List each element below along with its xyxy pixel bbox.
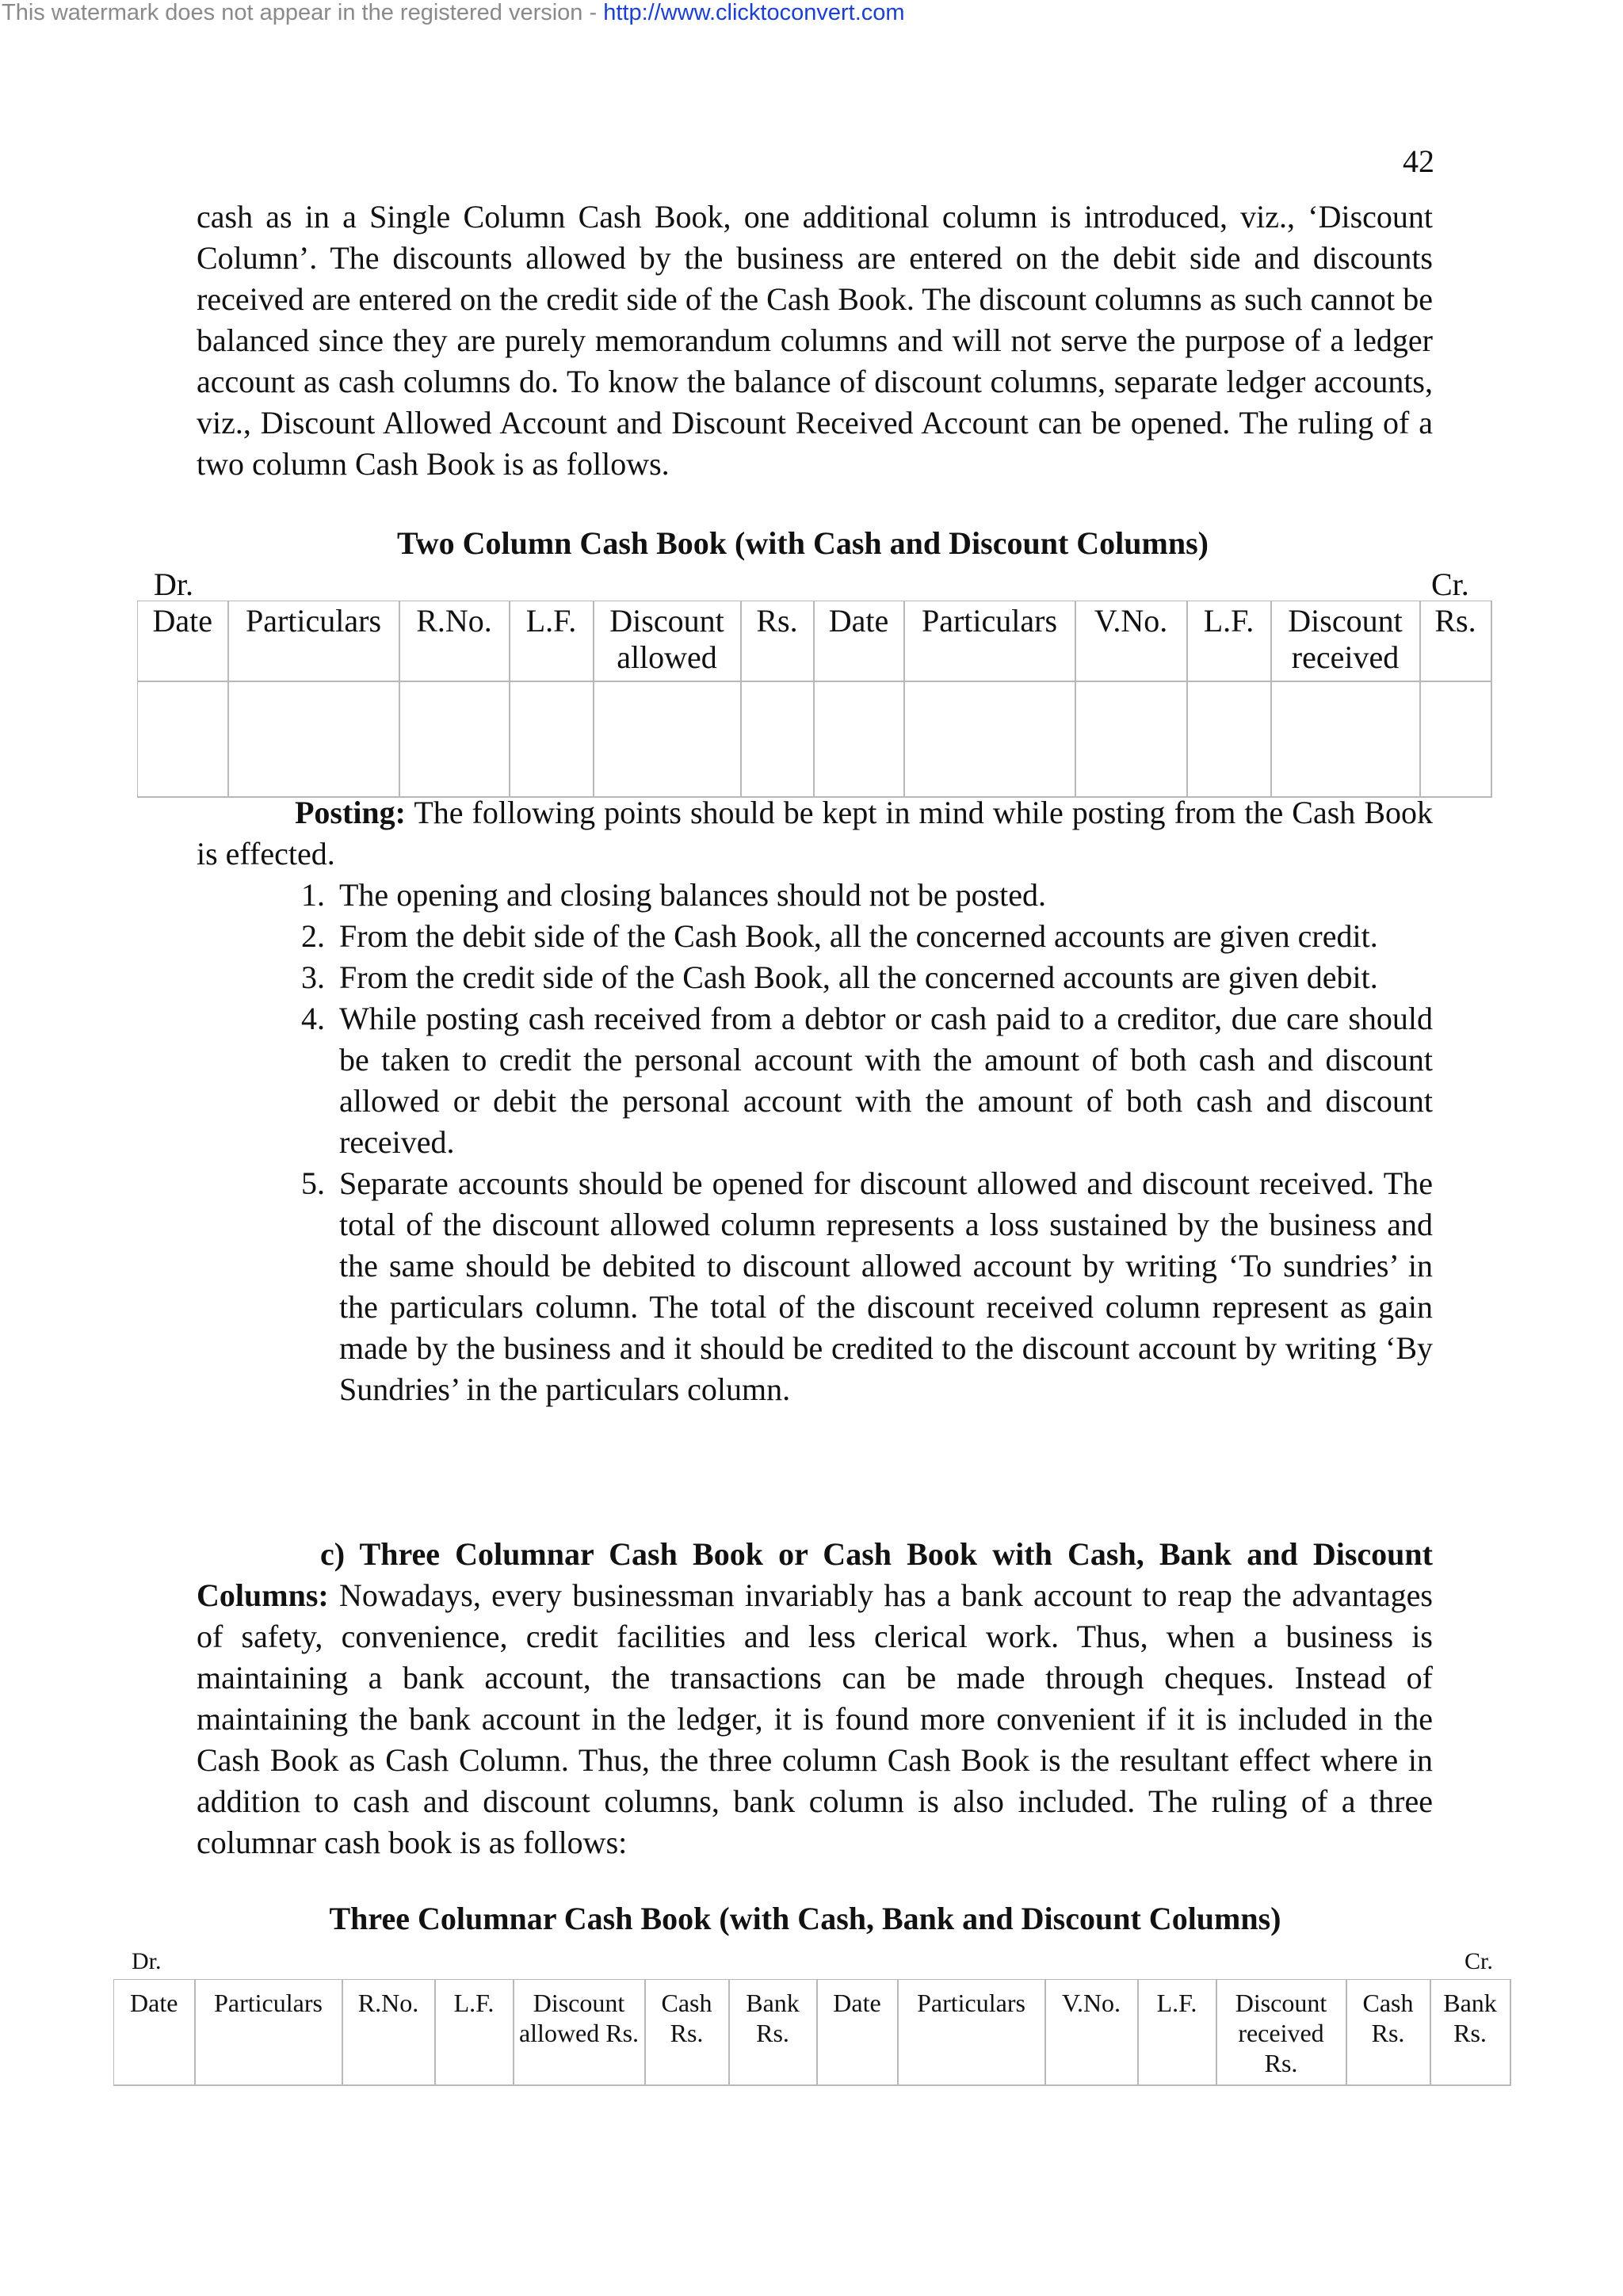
table2-header-cell: Bank Rs. [1430,1980,1510,2086]
list-item [301,1163,1433,1410]
list-item-text: While posting cash received from a debtor or cash paid to a creditor, due care should be taken to credit the personal account with the amount of both cash and discount allowed or debit the personal account with the amount of both cash and discount received. [339,1001,1433,1160]
watermark-link[interactable]: http://www.clicktoconvert.com [603,0,905,25]
table2-header-cell: V.No. [1045,1980,1138,2086]
table1-header-cell: Particulars [228,601,399,682]
table1-empty-cell [741,681,814,797]
table1-dr-label: Dr. [154,566,193,602]
table1-empty-cell [1075,681,1187,797]
list-item [301,957,1433,998]
three-columnar-paragraph [197,1534,1433,1863]
table2-dr-label: Dr. [132,1948,162,1974]
list-item-number: 2. [301,918,325,954]
table2-cr-label: Cr. [1465,1948,1493,1974]
table2-header-cell: L.F. [1138,1980,1216,2086]
table1-empty-cell [1187,681,1271,797]
list-item-text: Separate accounts should be opened for discount allowed and discount received. The total of the discount allowed column represents a loss sustained by the business and the same should be debited to discount allowed account by writing ‘To sundries’ in the particulars column. The total of the discount received column represent as gain made by the business and it should be credited to the discount account by writing ‘By Sundries’ in the particulars column. [339,1165,1433,1407]
list-item-text: From the debit side of the Cash Book, all the concerned accounts are given credit. [339,918,1378,954]
table1-header-cell: Rs. [1420,601,1491,682]
table2-header-cell: R.No. [342,1980,435,2086]
table1-header-cell: V.No. [1075,601,1187,682]
list-item-number: 4. [301,1001,325,1036]
table1-header-cell: L.F. [510,601,594,682]
table1-header-cell: Particulars [904,601,1075,682]
list-item [301,916,1433,957]
table1-header-cell: Discount received [1271,601,1420,682]
table1-empty-cell [228,681,399,797]
three-columnar-label: c) Three Columnar Cash Book or Cash Book with Cash, Bank and Discount Columns: [197,1536,1433,1613]
table1-empty-cell [904,681,1075,797]
intro-paragraph: cash as in a Single Column Cash Book, one additional column is introduced, viz., ‘Discount Column’. The discounts allowed by the business are entered on the debit side and discounts received are entered on the credit side of the Cash Book. The discount columns as such cannot be balanced since they are purely memorandum columns and will not serve the purpose of a ledger account as cash columns do. To know the balance of discount columns, separate ledger accounts, viz., Discount Allowed Account and Discount Received Account can be opened. The ruling of a two column Cash Book is as follows. [197,199,1433,482]
two-column-heading: Two Column Cash Book (with Cash and Discount Columns) [397,525,1209,561]
table1-cr-label: Cr. [1431,566,1469,602]
list-item-text: The opening and closing balances should not be posted. [339,877,1047,913]
watermark-text: This watermark does not appear in the registered version - [2,0,604,25]
table2-header-cell: Date [114,1980,195,2086]
table2-header-cell: Discount allowed Rs. [514,1980,645,2086]
table2-header-cell: Particulars [898,1980,1045,2086]
page-number: 42 [1403,143,1434,179]
two-column-cash-book-table [137,601,1492,798]
three-columnar-cash-book-table [113,1979,1511,2086]
table1-empty-cell [510,681,594,797]
posting-points-list [301,875,1433,1410]
table1-empty-cell [594,681,741,797]
table2-header-cell: Cash Rs. [1346,1980,1430,2086]
three-column-heading: Three Columnar Cash Book (with Cash, Bank and Discount Columns) [329,1901,1281,1936]
table1-header-cell: Date [814,601,904,682]
list-item [301,998,1433,1163]
posting-paragraph [197,792,1433,875]
list-item-text: From the credit side of the Cash Book, all the concerned accounts are given debit. [339,959,1378,995]
table1-empty-cell [1420,681,1491,797]
table1-header-row [138,601,1491,682]
table1-empty-cell [814,681,904,797]
table2-header-row [114,1980,1510,2086]
table2-header-cell: Discount received Rs. [1216,1980,1346,2086]
posting-text: The following points should be kept in mind while posting from the Cash Book is effected. [197,795,1433,871]
list-item-number: 1. [301,877,325,913]
table2-header-cell: Cash Rs. [645,1980,729,2086]
table1-header-cell: R.No. [399,601,510,682]
table1-header-cell: Discount allowed [594,601,741,682]
table1-empty-cell [1271,681,1420,797]
table1-header-cell: Rs. [741,601,814,682]
table1-empty-cell [399,681,510,797]
watermark [2,0,905,26]
table1-blank-row [138,681,1491,797]
list-item-number: 5. [301,1165,325,1201]
table2-header-cell: Bank Rs. [729,1980,817,2086]
three-columnar-text: Nowadays, every businessman invariably has a bank account to reap the advantages of safety, convenience, credit facilities and less clerical work. Thus, when a business is maintaining a bank account, the transactions can be made through cheques. Instead of maintaining the bank account in the ledger, it is found more convenient if it is included in the Cash Book as Cash Column. Thus, the three column Cash Book is the resultant effect where in addition to cash and discount columns, bank column is also included. The ruling of a three columnar cash book is as follows: [197,1577,1433,1860]
table2-header-cell: Particulars [195,1980,342,2086]
list-item-number: 3. [301,959,325,995]
table1-header-cell: L.F. [1187,601,1271,682]
posting-label: Posting: [295,795,406,830]
table2-header-cell: L.F. [435,1980,514,2086]
table2-header-cell: Date [817,1980,898,2086]
table1-header-cell: Date [138,601,228,682]
table1-empty-cell [138,681,228,797]
list-item [301,875,1433,916]
